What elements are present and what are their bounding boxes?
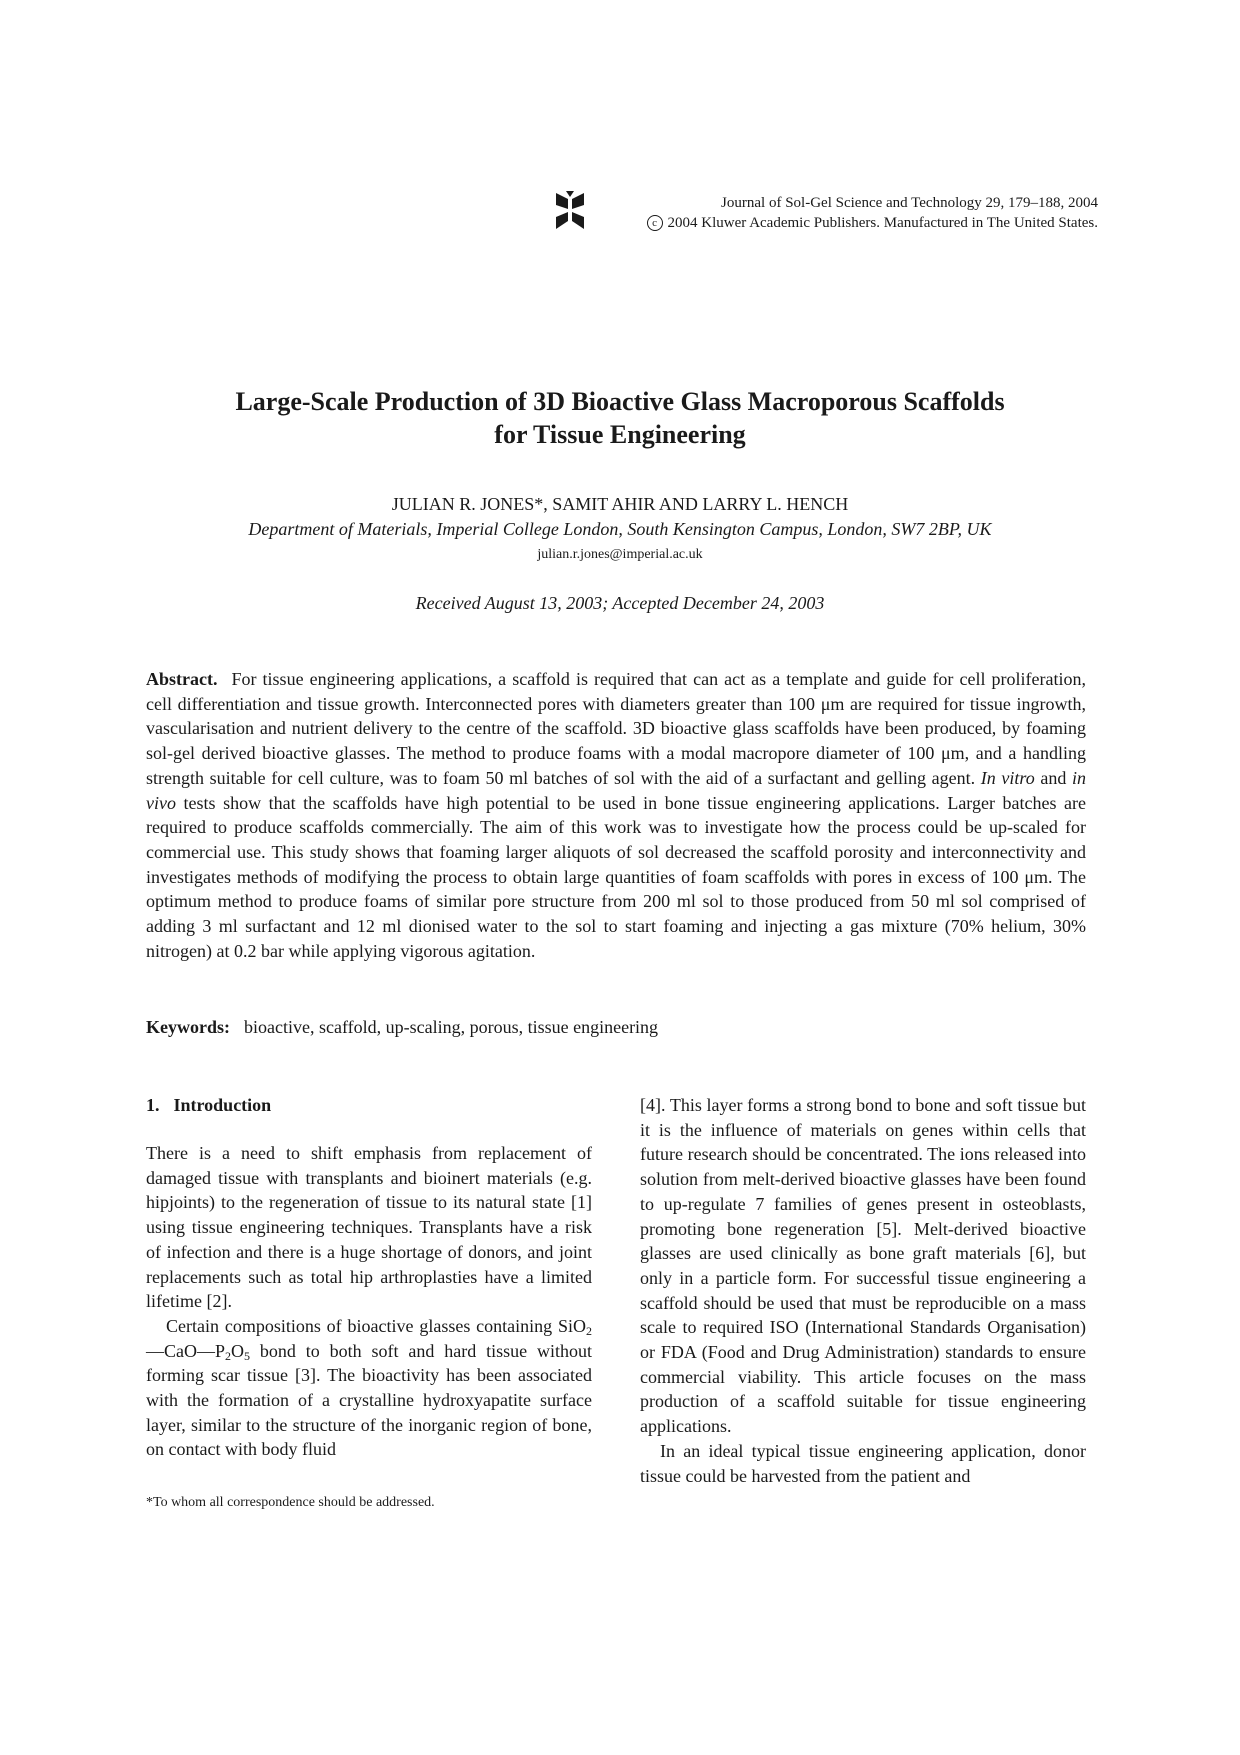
subscript-5: 5 — [244, 1348, 251, 1363]
keywords — [146, 1015, 1086, 1039]
author-email: julian.r.jones@imperial.ac.uk — [537, 547, 703, 562]
abstract-text-part-1: For tissue engineering applications, a scaffold is required that can act as a template and guide for cell proliferation, cell differentiation and tissue growth. Interconnected pores with diameters greater than 100 μm are required for tissue ingrowth, vascularisation and nutrient delivery to the centre of the scaffold. 3D bioactive glass scaffolds have been produced, by foaming sol-gel derived bioactive glasses. The method to produce foams with a modal macropore diameter of 100 μm, and a handling strength suitable for cell culture, was to foam 50 ml batches of sol with the aid of a surfactant and gelling agent. — [146, 669, 1086, 788]
section-title: Introduction — [173, 1095, 272, 1115]
para2-text-b: —CaO—P — [146, 1340, 226, 1361]
section-number: 1. — [146, 1095, 160, 1115]
para2-text-d: bond to both soft and hard tissue without forming scar tissue [3]. The bioactivity has been associated with the formation of a crystalline hydroxyapatite surface layer, similar to the structure of the inorganic region of bone, on contact with body fluid — [146, 1340, 592, 1460]
keywords-label: Keywords: — [146, 1017, 230, 1037]
intro-paragraph-1: There is a need to shift emphasis from replacement of damaged tissue with transplants and bioinert materials (e.g. hipjoints) to the regeneration of tissue to its natural state [1] using tissue engineering techniques. Transplants have a risk of infection and there is a huge shortage of donors, and joint replacements such as total hip arthroplasties have a limited lifetime [2]. — [146, 1143, 592, 1312]
received-accepted-dates: Received August 13, 2003; Accepted December 24, 2003 — [415, 593, 825, 613]
author-list: JULIAN R. JONES*, SAMIT AHIR AND LARRY L. HENCH — [391, 494, 849, 514]
intro-paragraph-2 — [146, 1314, 592, 1462]
in-vitro-term: In vitro — [980, 767, 1035, 788]
keywords-text: bioactive, scaffold, up-scaling, porous, tissue engineering — [244, 1017, 659, 1037]
title-line-2: for Tissue Engineering — [494, 420, 746, 449]
copyright-symbol: c — [647, 215, 663, 231]
journal-header — [647, 193, 1098, 233]
abstract-and-word: and — [1040, 767, 1067, 788]
abstract-text-part-2: tests show that the scaffolds have high potential to be used in bone tissue engineering applications. Larger batches are required to produce scaffolds commercially. The aim of this work was to investigate how the process could be up-scaled for commercial use. This study shows that foaming larger aliquots of sol decreased the scaffold porosity and interconnectivity and investigates methods of modifying the process to obtain large quantities of foam scaffolds with pores in excess of 100 μm. The optimum method to produce foams of similar pore structure from 200 ml sol to those produced from 50 ml sol comprised of adding 3 ml surfactant and 12 ml dionised water to the sol to start foaming and injecting a gas mixture (70% helium, 30% nitrogen) at 0.2 bar while applying vigorous agitation. — [146, 792, 1087, 961]
abstract-label: Abstract. — [146, 669, 218, 689]
para2-text-a: Certain compositions of bioactive glasses containing SiO — [166, 1315, 586, 1336]
section-heading — [146, 1093, 592, 1117]
copyright-text: 2004 Kluwer Academic Publishers. Manufactured in The United States. — [667, 215, 1098, 231]
publisher-logo-icon — [553, 191, 587, 231]
in-vivo-term: in vivo — [146, 767, 1087, 813]
paper-title — [120, 385, 1120, 451]
intro-paragraph-4: In an ideal typical tissue engineering application, donor tissue could be harvested from the patient and — [640, 1440, 1086, 1486]
author-affiliation: Department of Materials, Imperial College London, South Kensington Campus, London, SW7 2BP, UK — [248, 519, 992, 539]
subscript-2b: 2 — [225, 1348, 232, 1363]
copyright-line — [647, 213, 1098, 233]
right-column — [640, 1093, 1086, 1488]
title-line-1: Large-Scale Production of 3D Bioactive Glass Macroporous Scaffolds — [235, 387, 1005, 416]
para2-text-c: O — [231, 1340, 245, 1361]
left-column — [146, 1093, 592, 1462]
journal-citation: Journal of Sol-Gel Science and Technology 29, 179–188, 2004 — [721, 195, 1098, 211]
subscript-2: 2 — [586, 1323, 592, 1338]
intro-paragraph-3: [4]. This layer forms a strong bond to bone and soft tissue but it is the influence of materials on genes within cells that future research should be concentrated. The ions released into solution from melt-derived bioactive glasses have been found to up-regulate 7 families of genes present in osteoblasts, promoting bone regeneration [5]. Melt-derived bioactive glasses are used clinically as bone graft materials [6], but only in a particle form. For successful tissue engineering a scaffold should be used that must be reproducible on a mass scale to required ISO (International Standards Organisation) or FDA (Food and Drug Administration) standards to ensure commercial viability. This article focuses on the mass production of a scaffold suitable for tissue engineering applications. — [640, 1095, 1086, 1437]
abstract — [146, 667, 1086, 963]
correspondence-footnote: *To whom all correspondence should be addressed. — [146, 1495, 435, 1510]
